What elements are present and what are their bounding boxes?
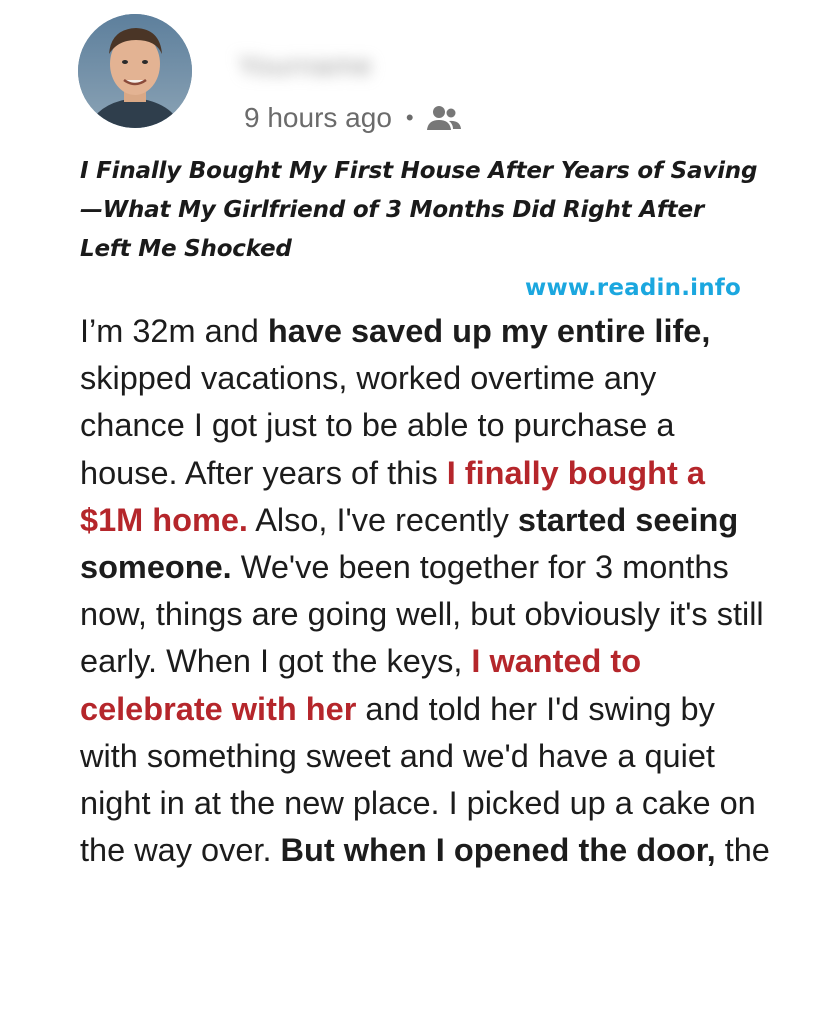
body-bold-segment: have saved up my entire life, [267,313,711,349]
body-text-segment: skipped vacations, worked overtime any chance I got just to be able to purchase a house. After years of this [80,360,675,491]
body-text-segment: Also, I've recently [247,501,518,538]
friends-icon[interactable] [426,104,462,132]
watermark: www.readin.info [525,275,741,301]
body-text-segment: We've been together for 3 months now, things are going well, but obviously it's still early. When I got the keys, [80,549,764,680]
post-timestamp[interactable]: 9 hours ago [244,102,392,133]
post-headline: I Finally Bought My First House After Years of Saving—What My Girlfriend of 3 Months Did Right After Left Me Shocked [80,158,758,262]
body-text-segment: the [715,832,770,869]
body-bold-segment: started seeing someone. [80,501,739,586]
body-text-segment: and told her I'd swing by with something sweet and we'd have a quiet night in at the new place. I picked up a cake on the way over. [80,690,756,869]
avatar-photo [78,14,192,128]
avatar[interactable] [78,14,192,128]
body-highlight-segment: I wanted to celebrate with her [80,643,642,727]
post-meta [244,100,462,136]
body-bold-segment: But when I opened the door, [280,832,716,869]
body-highlight-segment: I finally bought a $1M home. [80,454,705,538]
meta-separator: • [405,105,414,130]
author-name[interactable]: Yourname [238,50,373,81]
post-header [78,14,778,136]
post-body [80,308,770,874]
body-text-segment: I’m 32m and [80,313,268,349]
